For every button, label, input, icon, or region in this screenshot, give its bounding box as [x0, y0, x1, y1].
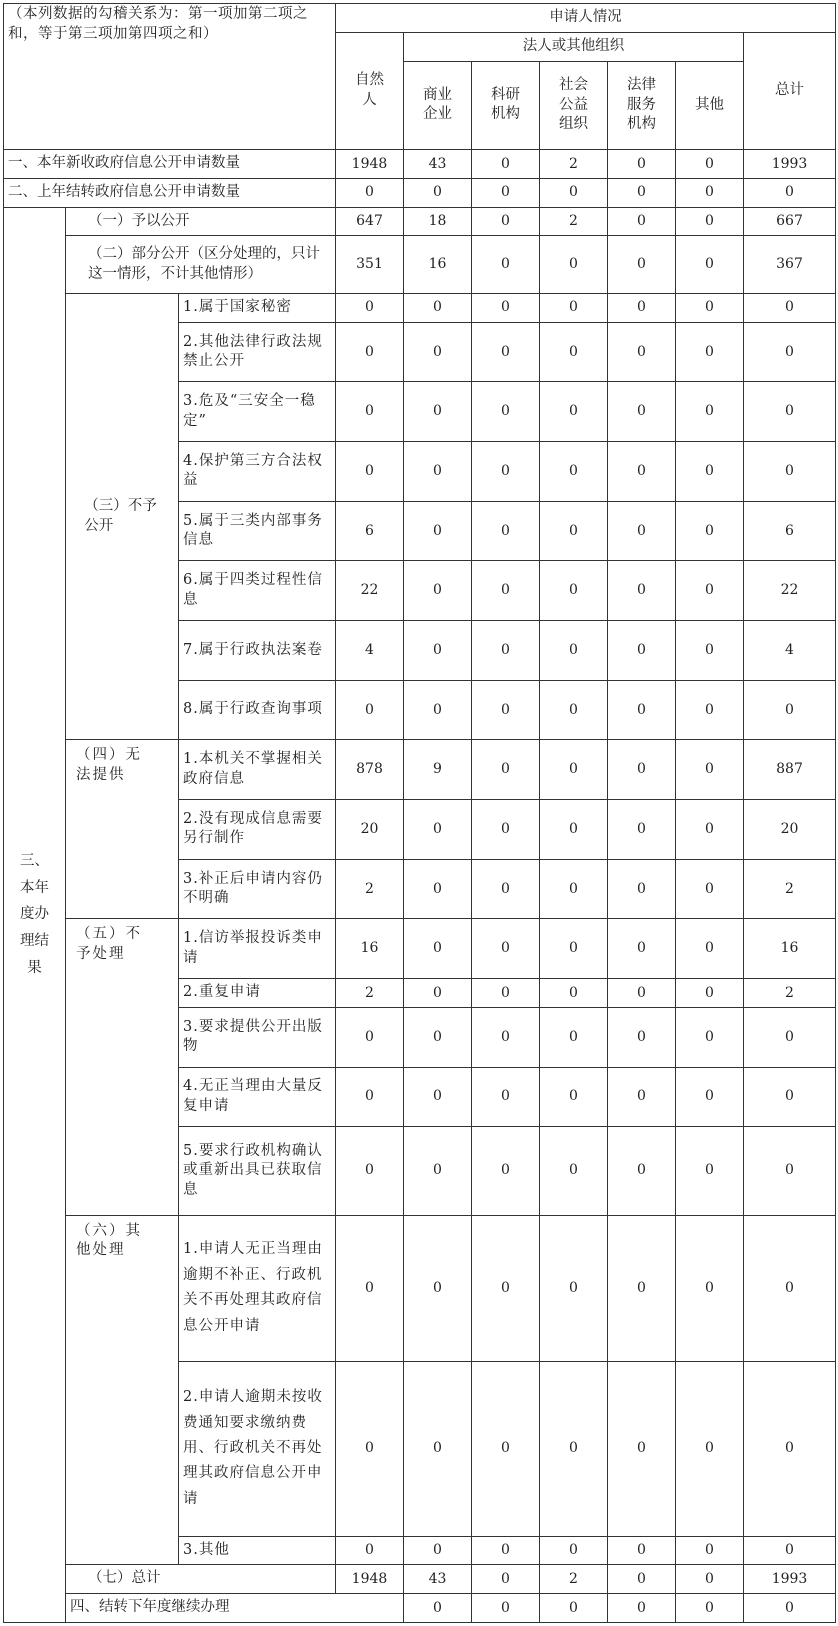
cell-natural: 20: [336, 800, 404, 860]
cell-research: 0: [472, 442, 540, 502]
cell-commercial: 0: [404, 294, 472, 323]
cell-natural: 0: [336, 322, 404, 382]
cell-other: 0: [676, 150, 744, 179]
cell-social: 0: [540, 236, 608, 294]
row-label: 3.要求提供公开出版物: [179, 1007, 336, 1067]
cell-research: 0: [472, 1007, 540, 1067]
row-label: 1.属于国家秘密: [179, 294, 336, 323]
cell-commercial: 18: [404, 207, 472, 236]
cell-other: 0: [676, 1565, 744, 1594]
cell-legal-service: 0: [608, 1067, 676, 1127]
cell-legal-service: 0: [608, 501, 676, 561]
cell-natural: 878: [336, 740, 404, 800]
row-label: 2.申请人逾期未按收费通知要求缴纳费用、行政机关不再处理其政府信息公开申请: [179, 1361, 336, 1536]
cell-social: 2: [540, 1565, 608, 1594]
row-label: 4.无正当理由大量反复申请: [179, 1067, 336, 1127]
row-label: 2.其他法律行政法规禁止公开: [179, 322, 336, 382]
row-label: 2.没有现成信息需要另行制作: [179, 800, 336, 860]
cell-research: 0: [472, 1127, 540, 1215]
cell-legal-service: 0: [608, 322, 676, 382]
cell-research: 0: [472, 322, 540, 382]
cell-social: 0: [540, 1361, 608, 1536]
cell-other: 0: [676, 919, 744, 979]
cell-legal-service: 0: [608, 236, 676, 294]
cell-commercial: 0: [404, 979, 472, 1008]
cell-natural: 0: [336, 1361, 404, 1536]
row-not-disclosed-1: [4, 294, 836, 323]
cell-other: 0: [676, 859, 744, 919]
row-label: 5.要求行政机构确认或重新出具已获取信息: [179, 1127, 336, 1215]
cell-research: 0: [472, 150, 540, 179]
row-unable-1: [4, 740, 836, 800]
cell-legal-service: 0: [608, 1361, 676, 1536]
row-label: 6.属于四类过程性信息: [179, 561, 336, 621]
cell-commercial: 43: [404, 150, 472, 179]
cell-total: 0: [744, 1536, 836, 1565]
cell-other: 0: [676, 979, 744, 1008]
cell-total: 1993: [744, 150, 836, 179]
cell-other: 0: [676, 561, 744, 621]
cell-commercial: 0: [404, 561, 472, 621]
cell-total: 0: [744, 1215, 836, 1361]
cell-total: 0: [744, 382, 836, 442]
cell-social: 0: [540, 442, 608, 502]
cell-legal-service: 0: [608, 1127, 676, 1215]
cell-research: 0: [472, 800, 540, 860]
cell-commercial: 9: [404, 740, 472, 800]
cell-social: 0: [540, 859, 608, 919]
group-other-handling-label: [66, 1215, 179, 1565]
cell-natural: 0: [336, 1007, 404, 1067]
cell-social: 0: [540, 740, 608, 800]
cell-legal-service: 0: [608, 919, 676, 979]
cell-total: 20: [744, 800, 836, 860]
row-label: 二、上年结转政府信息公开申请数量: [4, 178, 336, 207]
group-unable-label: [66, 740, 179, 919]
cell-total: 0: [744, 680, 836, 740]
row-label: 四、结转下年度继续办理: [66, 1594, 404, 1623]
cell-research: 0: [472, 294, 540, 323]
cell-social: 2: [540, 207, 608, 236]
cell-research: 0: [472, 979, 540, 1008]
cell-research: 0: [472, 382, 540, 442]
cell-natural: 647: [336, 207, 404, 236]
cell-commercial: 0: [404, 501, 472, 561]
cell-other: 0: [676, 1127, 744, 1215]
cell-natural: 2: [336, 859, 404, 919]
row-carry-forward: [4, 1594, 836, 1623]
cell-legal-service: 0: [608, 442, 676, 502]
cell-social: 0: [540, 178, 608, 207]
row-label: 5.属于三类内部事务信息: [179, 501, 336, 561]
cell-total: 1993: [744, 1565, 836, 1594]
header-note: （本列数据的勾稽关系为：第一项加第二项之和，等于第三项加第四项之和）: [4, 4, 336, 150]
cell-natural: 0: [336, 1536, 404, 1565]
cell-social: 0: [540, 501, 608, 561]
cell-social: 0: [540, 680, 608, 740]
cell-total: 667: [744, 207, 836, 236]
cell-total: 0: [744, 1067, 836, 1127]
group-other-handling-text: （六）其他处理: [76, 1222, 142, 1259]
cell-total: 4: [744, 621, 836, 681]
cell-social: 0: [540, 1215, 608, 1361]
cell-research: 0: [472, 919, 540, 979]
cell-natural: 0: [336, 294, 404, 323]
cell-legal-service: 0: [608, 859, 676, 919]
cell-research: 0: [472, 1361, 540, 1536]
header-research: 科研机构: [472, 61, 540, 149]
cell-legal-service: 0: [608, 1536, 676, 1565]
cell-natural: 0: [336, 1127, 404, 1215]
cell-total: 887: [744, 740, 836, 800]
cell-research: 0: [472, 1067, 540, 1127]
cell-other: 0: [676, 800, 744, 860]
cell-social: 0: [540, 1067, 608, 1127]
header-commercial: 商业企业: [404, 61, 472, 149]
cell-research: 0: [472, 561, 540, 621]
cell-social: 0: [540, 561, 608, 621]
cell-total: 0: [744, 1361, 836, 1536]
cell-social: 0: [540, 919, 608, 979]
cell-other: 0: [676, 442, 744, 502]
cell-legal-service: 0: [608, 680, 676, 740]
cell-research: 0: [472, 501, 540, 561]
cell-natural: 0: [336, 382, 404, 442]
row-label: （七）总计: [66, 1565, 336, 1594]
cell-total: 2: [744, 979, 836, 1008]
cell-legal-service: 0: [608, 1565, 676, 1594]
cell-other: 0: [676, 294, 744, 323]
row-label: 7.属于行政执法案卷: [179, 621, 336, 681]
cell-research: 0: [472, 178, 540, 207]
cell-natural: 351: [336, 236, 404, 294]
cell-legal-service: 0: [608, 800, 676, 860]
cell-research: 0: [472, 1536, 540, 1565]
cell-commercial: 0: [404, 1127, 472, 1215]
row-label: 1.申请人无正当理由逾期不补正、行政机关不再处理其政府信息公开申请: [179, 1215, 336, 1361]
cell-research: 0: [472, 236, 540, 294]
header-applicant: 申请人情况: [336, 4, 836, 33]
row-new-received: [4, 150, 836, 179]
cell-commercial: 0: [404, 382, 472, 442]
row-label: （一）予以公开: [66, 207, 336, 236]
cell-total: 16: [744, 919, 836, 979]
cell-other: 0: [676, 1067, 744, 1127]
cell-social: 0: [540, 1536, 608, 1565]
cell-natural: 0: [336, 1215, 404, 1361]
group-not-disclosed-text: （三）不予公开: [84, 498, 157, 534]
row-label: 一、本年新收政府信息公开申请数量: [4, 150, 336, 179]
cell-commercial: 0: [404, 680, 472, 740]
cell-commercial: 0: [404, 1215, 472, 1361]
cell-commercial: 0: [404, 859, 472, 919]
cell-research: 0: [472, 680, 540, 740]
cell-other: 0: [676, 1536, 744, 1565]
cell-commercial: 0: [404, 800, 472, 860]
cell-other: 0: [676, 207, 744, 236]
row-label: 3.其他: [179, 1536, 336, 1565]
cell-research: 0: [472, 859, 540, 919]
cell-total: 0: [744, 1127, 836, 1215]
cell-social: 0: [540, 800, 608, 860]
cell-commercial: 0: [404, 1067, 472, 1127]
cell-total: 0: [744, 1007, 836, 1067]
header-legal-service: 法律服务机构: [608, 61, 676, 149]
header-other: 其他: [676, 61, 744, 149]
row-label: （二）部分公开（区分处理的，只计这一情形，不计其他情形）: [66, 236, 336, 294]
cell-natural: 2: [336, 979, 404, 1008]
row-label: 8.属于行政查询事项: [179, 680, 336, 740]
cell-total: 367: [744, 236, 836, 294]
group-not-disclosed-label: [66, 294, 179, 740]
cell-commercial: 0: [404, 178, 472, 207]
cell-other: 0: [676, 236, 744, 294]
cell-natural: 0: [336, 1067, 404, 1127]
cell-legal-service: 0: [608, 1007, 676, 1067]
cell-commercial: 0: [404, 322, 472, 382]
cell-research: 0: [472, 207, 540, 236]
cell-social: 0: [540, 294, 608, 323]
cell-natural: 22: [336, 561, 404, 621]
cell-other: 0: [676, 621, 744, 681]
group-unable-text: （四）无法提供: [76, 747, 142, 783]
cell-commercial: 0: [404, 1007, 472, 1067]
cell-other: 0: [676, 1215, 744, 1361]
header-legal-org: 法人或其他组织: [404, 32, 744, 61]
row-section-total: [4, 1565, 836, 1594]
row-carried-over: [4, 178, 836, 207]
row-partially-disclosed: [4, 236, 836, 294]
cell-commercial: 0: [404, 1361, 472, 1536]
cell-legal-service: 0: [608, 740, 676, 800]
cell-social: 0: [540, 322, 608, 382]
cell-natural: 1948: [336, 150, 404, 179]
cell-other: 0: [676, 740, 744, 800]
row-label: 3.补正后申请内容仍不明确: [179, 859, 336, 919]
cell-other: 0: [676, 178, 744, 207]
header-natural-person: 自然人: [336, 32, 404, 149]
cell-commercial: 0: [472, 1594, 540, 1623]
row-other-handling-1: [4, 1215, 836, 1361]
cell-commercial: 0: [404, 1536, 472, 1565]
cell-legal-service: 0: [676, 1594, 744, 1623]
cell-total: 0: [744, 294, 836, 323]
cell-commercial: 0: [404, 621, 472, 681]
cell-other: 0: [676, 680, 744, 740]
cell-other: 0: [676, 501, 744, 561]
cell-other: 0: [676, 382, 744, 442]
group-not-processed-label: [66, 919, 179, 1215]
row-label: 1.信访举报投诉类申请: [179, 919, 336, 979]
cell-social: 2: [540, 150, 608, 179]
government-info-disclosure-table: [3, 3, 836, 1623]
cell-legal-service: 0: [608, 621, 676, 681]
cell-total: 2: [744, 859, 836, 919]
row-disclosed: [4, 207, 836, 236]
cell-natural: 0: [404, 1594, 472, 1623]
cell-social: 0: [540, 1127, 608, 1215]
cell-total: 0: [744, 178, 836, 207]
cell-legal-service: 0: [608, 382, 676, 442]
section-3-label: [4, 207, 66, 1622]
cell-social: 0: [540, 382, 608, 442]
cell-other: 0: [676, 1007, 744, 1067]
cell-legal-service: 0: [608, 294, 676, 323]
header-total: 总计: [744, 32, 836, 149]
cell-natural: 1948: [336, 1565, 404, 1594]
cell-legal-service: 0: [608, 207, 676, 236]
cell-total: 6: [744, 501, 836, 561]
cell-research: 0: [472, 1215, 540, 1361]
cell-commercial: 0: [404, 442, 472, 502]
cell-commercial: 43: [404, 1565, 472, 1594]
cell-total: 22: [744, 561, 836, 621]
row-label: 2.重复申请: [179, 979, 336, 1008]
cell-legal-service: 0: [608, 178, 676, 207]
cell-research: 0: [472, 740, 540, 800]
cell-total: 0: [744, 322, 836, 382]
cell-natural: 4: [336, 621, 404, 681]
cell-natural: 0: [336, 680, 404, 740]
row-label: 1.本机关不掌握相关政府信息: [179, 740, 336, 800]
row-not-processed-1: [4, 919, 836, 979]
cell-other: 0: [744, 1594, 836, 1623]
cell-research: 0: [472, 1565, 540, 1594]
section-3-text: 三、本年度办理结果: [20, 852, 49, 977]
row-label: 3.危及“三安全一稳定”: [179, 382, 336, 442]
cell-social: 0: [540, 979, 608, 1008]
cell-legal-service: 0: [608, 150, 676, 179]
header-social: 社会公益组织: [540, 61, 608, 149]
row-label: 4.保护第三方合法权益: [179, 442, 336, 502]
cell-research: 0: [472, 621, 540, 681]
cell-research: 0: [540, 1594, 608, 1623]
cell-natural: 0: [336, 178, 404, 207]
cell-social: 0: [608, 1594, 676, 1623]
cell-other: 0: [676, 1361, 744, 1536]
cell-natural: 0: [336, 442, 404, 502]
cell-natural: 16: [336, 919, 404, 979]
cell-commercial: 16: [404, 236, 472, 294]
cell-natural: 6: [336, 501, 404, 561]
cell-total: 0: [744, 442, 836, 502]
cell-legal-service: 0: [608, 561, 676, 621]
cell-social: 0: [540, 1007, 608, 1067]
cell-other: 0: [676, 322, 744, 382]
cell-legal-service: 0: [608, 979, 676, 1008]
cell-social: 0: [540, 621, 608, 681]
header-row-1: [4, 4, 836, 33]
cell-legal-service: 0: [608, 1215, 676, 1361]
group-not-processed-text: （五）不予处理: [76, 926, 142, 962]
cell-commercial: 0: [404, 919, 472, 979]
